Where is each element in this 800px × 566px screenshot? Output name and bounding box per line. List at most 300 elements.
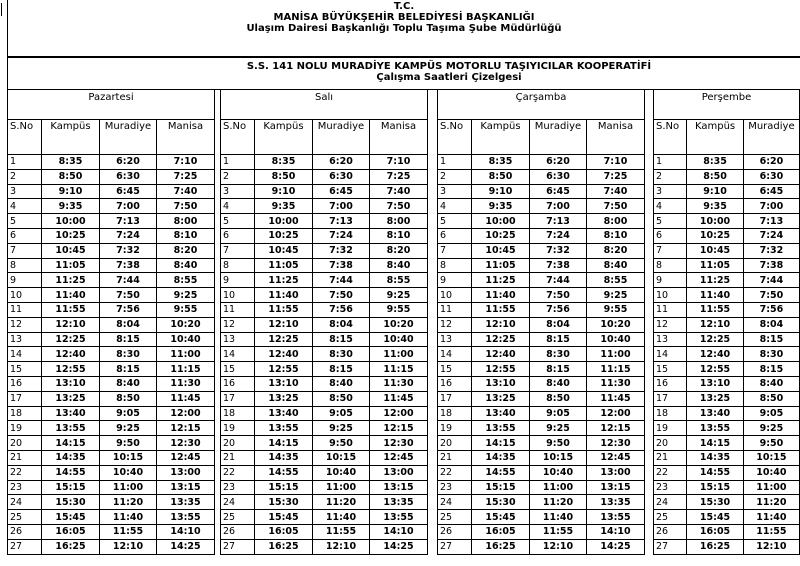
cell-muradiye: 7:32: [313, 243, 370, 258]
cell-manisa: 12:30: [587, 436, 645, 451]
cell-no: 11: [438, 302, 472, 317]
cell-muradiye: 8:40: [100, 376, 157, 391]
cell-no: 7: [221, 243, 255, 258]
cell-kampus: 11:55: [42, 302, 100, 317]
column-header-manisa: Manisa: [587, 120, 645, 155]
table-row: [438, 199, 645, 214]
table-row: [221, 495, 428, 510]
cell-kampus: 8:35: [472, 155, 530, 170]
cell-muradiye: 6:20: [530, 155, 587, 170]
cell-manisa: 13:35: [370, 495, 428, 510]
table-row: [654, 406, 800, 421]
cell-no: 9: [221, 273, 255, 288]
cell-muradiye: 9:50: [743, 436, 799, 451]
cell-manisa: 12:15: [157, 421, 215, 436]
left-edge-mark: [1, 3, 2, 16]
cell-kampus: 10:45: [255, 243, 313, 258]
cell-kampus: 13:40: [472, 406, 530, 421]
cell-muradiye: 8:15: [530, 332, 587, 347]
table-row: [8, 155, 215, 170]
cell-muradiye: 8:15: [743, 332, 799, 347]
cell-manisa: 11:30: [157, 376, 215, 391]
cell-muradiye: 8:50: [743, 391, 799, 406]
cell-no: 24: [8, 495, 42, 510]
cell-no: 24: [438, 495, 472, 510]
cell-muradiye: 8:50: [530, 391, 587, 406]
cell-muradiye: 11:55: [100, 524, 157, 539]
cell-muradiye: 10:40: [530, 465, 587, 480]
table-row: [438, 228, 645, 243]
table-row: [221, 258, 428, 273]
cell-manisa: 8:10: [157, 228, 215, 243]
table-row: [221, 288, 428, 303]
cell-kampus: 15:30: [42, 495, 100, 510]
cell-muradiye: 7:13: [743, 214, 799, 229]
table-row: [654, 169, 800, 184]
cell-kampus: 13:25: [472, 391, 530, 406]
cell-no: 25: [221, 510, 255, 525]
cell-muradiye: 8:30: [313, 347, 370, 362]
day-name: Pazartesi: [8, 90, 215, 120]
table-row: [8, 450, 215, 465]
table-row: [8, 510, 215, 525]
table-row: [654, 421, 800, 436]
cell-kampus: 13:10: [42, 376, 100, 391]
cell-no: 22: [8, 465, 42, 480]
cell-manisa: 7:10: [370, 155, 428, 170]
cell-kampus: 9:10: [687, 184, 744, 199]
cell-muradiye: 9:25: [530, 421, 587, 436]
cell-kampus: 9:10: [42, 184, 100, 199]
table-row: [438, 317, 645, 332]
cell-no: 22: [221, 465, 255, 480]
cell-no: 21: [654, 450, 687, 465]
cell-manisa: 7:50: [370, 199, 428, 214]
cell-kampus: 8:35: [255, 155, 313, 170]
cell-no: 12: [654, 317, 687, 332]
cell-no: 19: [221, 421, 255, 436]
cell-no: 27: [8, 539, 42, 554]
table-row: [654, 332, 800, 347]
cell-muradiye: 6:20: [743, 155, 799, 170]
cell-manisa: 11:00: [157, 347, 215, 362]
day-table-1: [220, 89, 428, 555]
table-row: [8, 524, 215, 539]
cell-manisa: 8:10: [370, 228, 428, 243]
cell-muradiye: 7:56: [313, 302, 370, 317]
table-row: [8, 376, 215, 391]
cell-no: 25: [438, 510, 472, 525]
cell-no: 18: [654, 406, 687, 421]
cell-kampus: 12:40: [42, 347, 100, 362]
cell-no: 27: [221, 539, 255, 554]
cell-muradiye: 7:32: [743, 243, 799, 258]
cell-manisa: 7:10: [157, 155, 215, 170]
cell-manisa: 11:30: [587, 376, 645, 391]
cell-no: 13: [221, 332, 255, 347]
cell-manisa: 7:25: [157, 169, 215, 184]
table-row: [8, 480, 215, 495]
cell-kampus: 16:25: [255, 539, 313, 554]
cell-kampus: 13:25: [687, 391, 744, 406]
column-header-kampus: Kampüs: [687, 120, 744, 155]
cell-no: 21: [8, 450, 42, 465]
cell-muradiye: 9:50: [100, 436, 157, 451]
column-header-kampus: Kampüs: [42, 120, 100, 155]
cell-no: 13: [438, 332, 472, 347]
cell-manisa: 13:00: [157, 465, 215, 480]
cell-no: 24: [221, 495, 255, 510]
cell-kampus: 13:10: [255, 376, 313, 391]
table-row: [438, 450, 645, 465]
table-row: [221, 539, 428, 554]
cell-manisa: 11:45: [370, 391, 428, 406]
header-cooperative: [7, 57, 800, 90]
cell-no: 18: [221, 406, 255, 421]
table-row: [438, 155, 645, 170]
cell-no: 14: [654, 347, 687, 362]
cell-no: 7: [8, 243, 42, 258]
cell-no: 11: [654, 302, 687, 317]
table-row: [438, 376, 645, 391]
header-line-schedule-title: Çalışma Saatleri Çizelgesi: [376, 72, 522, 83]
cell-no: 11: [8, 302, 42, 317]
table-row: [221, 391, 428, 406]
cell-no: 21: [438, 450, 472, 465]
cell-muradiye: 8:40: [743, 376, 799, 391]
cell-kampus: 11:05: [472, 258, 530, 273]
cell-muradiye: 11:40: [313, 510, 370, 525]
cell-no: 8: [8, 258, 42, 273]
table-row: [438, 302, 645, 317]
cell-kampus: 15:15: [255, 480, 313, 495]
cell-kampus: 12:10: [42, 317, 100, 332]
cell-manisa: 7:25: [370, 169, 428, 184]
cell-manisa: 11:15: [587, 362, 645, 377]
cell-muradiye: 8:30: [743, 347, 799, 362]
cell-no: 12: [438, 317, 472, 332]
cell-manisa: 11:00: [587, 347, 645, 362]
cell-no: 3: [654, 184, 687, 199]
header-line-tc: T.C.: [393, 1, 415, 12]
cell-muradiye: 7:38: [313, 258, 370, 273]
cell-manisa: 13:15: [587, 480, 645, 495]
table-row: [438, 258, 645, 273]
cell-kampus: 15:30: [255, 495, 313, 510]
cell-manisa: 13:00: [587, 465, 645, 480]
cell-kampus: 11:05: [687, 258, 744, 273]
cell-muradiye: 11:55: [313, 524, 370, 539]
cell-manisa: 14:10: [370, 524, 428, 539]
cell-manisa: 12:00: [370, 406, 428, 421]
table-row: [654, 302, 800, 317]
cell-no: 9: [8, 273, 42, 288]
cell-kampus: 13:55: [687, 421, 744, 436]
cell-muradiye: 6:20: [313, 155, 370, 170]
cell-no: 1: [654, 155, 687, 170]
cell-no: 9: [654, 273, 687, 288]
cell-muradiye: 10:15: [530, 450, 587, 465]
cell-kampus: 12:55: [687, 362, 744, 377]
cell-no: 26: [8, 524, 42, 539]
cell-muradiye: 10:15: [313, 450, 370, 465]
cell-muradiye: 7:13: [530, 214, 587, 229]
table-row: [438, 169, 645, 184]
cell-muradiye: 7:56: [530, 302, 587, 317]
cell-kampus: 9:35: [472, 199, 530, 214]
cell-kampus: 10:25: [687, 228, 744, 243]
cell-muradiye: 12:10: [313, 539, 370, 554]
cell-no: 14: [221, 347, 255, 362]
table-row: [221, 169, 428, 184]
table-row: [654, 317, 800, 332]
table-row: [221, 228, 428, 243]
column-header-manisa: Manisa: [370, 120, 428, 155]
table-row: [8, 302, 215, 317]
table-row: [8, 362, 215, 377]
cell-kampus: 8:50: [472, 169, 530, 184]
cell-no: 4: [221, 199, 255, 214]
cell-muradiye: 6:45: [530, 184, 587, 199]
cell-muradiye: 11:20: [743, 495, 799, 510]
day-name: Perşembe: [654, 90, 800, 120]
column-header-kampus: Kampüs: [472, 120, 530, 155]
cell-muradiye: 7:00: [100, 199, 157, 214]
cell-manisa: 8:00: [157, 214, 215, 229]
cell-muradiye: 8:15: [313, 332, 370, 347]
cell-muradiye: 7:56: [100, 302, 157, 317]
cell-kampus: 14:15: [472, 436, 530, 451]
day-table-2: [437, 89, 645, 555]
table-row: [221, 510, 428, 525]
cell-no: 18: [8, 406, 42, 421]
table-row: [221, 524, 428, 539]
cell-manisa: 8:40: [587, 258, 645, 273]
day-name: Çarşamba: [438, 90, 645, 120]
cell-no: 6: [8, 228, 42, 243]
cell-kampus: 8:50: [42, 169, 100, 184]
table-row: [8, 495, 215, 510]
table-row: [438, 273, 645, 288]
cell-no: 27: [438, 539, 472, 554]
cell-no: 2: [438, 169, 472, 184]
cell-muradiye: 6:30: [313, 169, 370, 184]
table-row: [221, 376, 428, 391]
cell-kampus: 11:55: [687, 302, 744, 317]
cell-muradiye: 11:40: [743, 510, 799, 525]
column-header-kampus: Kampüs: [255, 120, 313, 155]
cell-kampus: 12:25: [687, 332, 744, 347]
cell-no: 15: [8, 362, 42, 377]
cell-manisa: 8:40: [157, 258, 215, 273]
cell-muradiye: 8:04: [743, 317, 799, 332]
table-row: [8, 169, 215, 184]
cell-manisa: 7:40: [587, 184, 645, 199]
table-row: [654, 288, 800, 303]
cell-kampus: 12:55: [472, 362, 530, 377]
cell-no: 23: [654, 480, 687, 495]
table-row: [438, 243, 645, 258]
cell-manisa: 9:55: [587, 302, 645, 317]
table-row: [438, 214, 645, 229]
table-row: [221, 302, 428, 317]
cell-muradiye: 11:00: [100, 480, 157, 495]
cell-muradiye: 12:10: [743, 539, 799, 554]
cell-manisa: 14:25: [157, 539, 215, 554]
cell-muradiye: 7:38: [530, 258, 587, 273]
cell-kampus: 8:35: [42, 155, 100, 170]
cell-muradiye: 7:32: [530, 243, 587, 258]
cell-kampus: 13:40: [255, 406, 313, 421]
cell-no: 5: [8, 214, 42, 229]
table-row: [8, 421, 215, 436]
cell-muradiye: 8:40: [313, 376, 370, 391]
cell-manisa: 14:10: [157, 524, 215, 539]
cell-muradiye: 8:15: [100, 332, 157, 347]
cell-manisa: 14:25: [587, 539, 645, 554]
cell-manisa: 12:00: [587, 406, 645, 421]
table-row: [221, 199, 428, 214]
table-row: [221, 362, 428, 377]
cell-no: 19: [654, 421, 687, 436]
table-row: [654, 258, 800, 273]
cell-kampus: 11:05: [42, 258, 100, 273]
cell-no: 10: [221, 288, 255, 303]
cell-kampus: 12:10: [687, 317, 744, 332]
table-row: [438, 362, 645, 377]
cell-manisa: 11:00: [370, 347, 428, 362]
cell-kampus: 12:40: [472, 347, 530, 362]
cell-kampus: 15:45: [687, 510, 744, 525]
cell-manisa: 9:25: [370, 288, 428, 303]
cell-muradiye: 7:24: [100, 228, 157, 243]
cell-manisa: 12:00: [157, 406, 215, 421]
cell-muradiye: 8:30: [100, 347, 157, 362]
table-row: [221, 480, 428, 495]
column-header-no: S.No: [654, 120, 687, 155]
cell-kampus: 12:40: [255, 347, 313, 362]
cell-no: 20: [654, 436, 687, 451]
cell-kampus: 11:25: [42, 273, 100, 288]
cell-kampus: 16:05: [687, 524, 744, 539]
cell-kampus: 16:25: [472, 539, 530, 554]
table-row: [438, 288, 645, 303]
table-row: [654, 510, 800, 525]
cell-manisa: 8:55: [370, 273, 428, 288]
cell-no: 11: [221, 302, 255, 317]
table-row: [654, 273, 800, 288]
table-row: [221, 214, 428, 229]
cell-manisa: 8:20: [587, 243, 645, 258]
cell-no: 8: [221, 258, 255, 273]
table-row: [221, 465, 428, 480]
column-header-manisa: Manisa: [157, 120, 215, 155]
cell-muradiye: 9:05: [100, 406, 157, 421]
cell-muradiye: 7:50: [530, 288, 587, 303]
cell-manisa: 7:10: [587, 155, 645, 170]
cell-kampus: 8:35: [687, 155, 744, 170]
table-row: [438, 495, 645, 510]
cell-muradiye: 11:40: [530, 510, 587, 525]
cell-kampus: 14:55: [42, 465, 100, 480]
cell-no: 5: [221, 214, 255, 229]
table-row: [8, 199, 215, 214]
cell-manisa: 7:40: [370, 184, 428, 199]
cell-muradiye: 9:25: [743, 421, 799, 436]
cell-kampus: 13:10: [687, 376, 744, 391]
cell-kampus: 11:40: [472, 288, 530, 303]
cell-no: 18: [438, 406, 472, 421]
cell-kampus: 11:55: [255, 302, 313, 317]
cell-muradiye: 8:30: [530, 347, 587, 362]
cell-manisa: 12:15: [587, 421, 645, 436]
cell-kampus: 14:35: [42, 450, 100, 465]
cell-kampus: 12:55: [255, 362, 313, 377]
table-row: [654, 480, 800, 495]
table-row: [438, 406, 645, 421]
cell-kampus: 13:40: [687, 406, 744, 421]
cell-manisa: 13:35: [157, 495, 215, 510]
cell-kampus: 15:45: [42, 510, 100, 525]
cell-manisa: 9:55: [370, 302, 428, 317]
table-row: [221, 332, 428, 347]
cell-kampus: 11:40: [42, 288, 100, 303]
cell-muradiye: 8:40: [530, 376, 587, 391]
cell-no: 6: [221, 228, 255, 243]
day-table-0: [7, 89, 215, 555]
cell-no: 17: [654, 391, 687, 406]
cell-manisa: 8:00: [370, 214, 428, 229]
cell-no: 1: [438, 155, 472, 170]
cell-kampus: 10:45: [472, 243, 530, 258]
cell-muradiye: 7:50: [100, 288, 157, 303]
cell-muradiye: 10:15: [100, 450, 157, 465]
cell-manisa: 10:40: [157, 332, 215, 347]
cell-no: 27: [654, 539, 687, 554]
cell-kampus: 11:25: [687, 273, 744, 288]
cell-kampus: 15:15: [42, 480, 100, 495]
column-header-muradiye: Muradiye: [100, 120, 157, 155]
cell-kampus: 11:05: [255, 258, 313, 273]
table-row: [438, 347, 645, 362]
cell-muradiye: 7:24: [743, 228, 799, 243]
table-row: [654, 184, 800, 199]
table-row: [8, 288, 215, 303]
cell-no: 5: [438, 214, 472, 229]
cell-muradiye: 10:40: [100, 465, 157, 480]
cell-no: 22: [654, 465, 687, 480]
cell-kampus: 12:10: [255, 317, 313, 332]
cell-manisa: 13:15: [370, 480, 428, 495]
cell-muradiye: 8:50: [100, 391, 157, 406]
cell-kampus: 14:35: [255, 450, 313, 465]
cell-muradiye: 7:00: [313, 199, 370, 214]
cell-no: 17: [438, 391, 472, 406]
table-row: [221, 243, 428, 258]
cell-muradiye: 12:10: [530, 539, 587, 554]
cell-muradiye: 6:20: [100, 155, 157, 170]
cell-manisa: 8:40: [370, 258, 428, 273]
table-row: [654, 228, 800, 243]
table-row: [438, 480, 645, 495]
cell-kampus: 10:00: [687, 214, 744, 229]
cell-manisa: 10:40: [370, 332, 428, 347]
table-row: [8, 406, 215, 421]
cell-manisa: 11:15: [157, 362, 215, 377]
cell-no: 3: [438, 184, 472, 199]
cell-no: 22: [438, 465, 472, 480]
cell-kampus: 8:50: [255, 169, 313, 184]
